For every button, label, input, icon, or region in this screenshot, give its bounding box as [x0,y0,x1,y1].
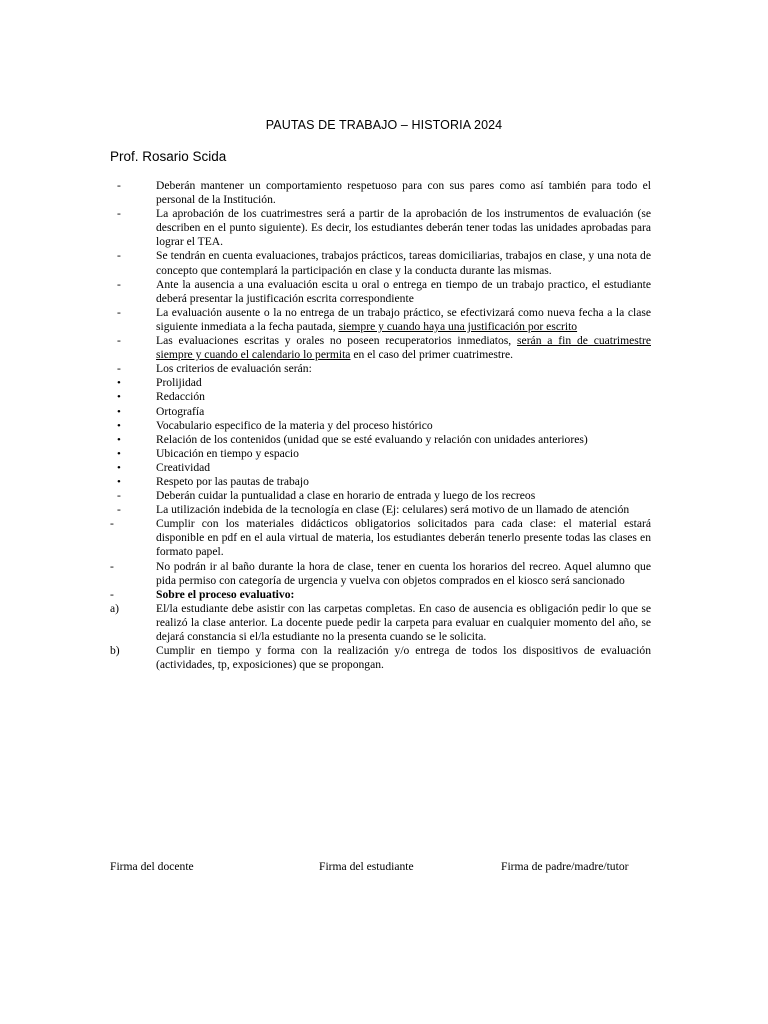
criteria-item [117,447,651,461]
bullet-icon: • [117,405,121,418]
list-item [117,249,651,277]
bullet-icon: • [117,377,121,390]
list-marker: - [117,489,121,503]
criteria-item [117,419,651,433]
list-item [117,334,651,362]
bullet-icon: • [117,447,121,460]
list-item-text: Cumplir con los materiales didácticos obligatorios solicitados para cada clase: el material estará disponible en pdf en el aula virtual de materia, los estudiantes deberán tenerlo presente todas las clases en formato papel. [156,517,651,559]
list-marker: - [117,277,121,291]
list-item-text-after: en el caso del primer cuatrimestre. [350,348,514,362]
list-item [117,179,651,207]
criteria-text: Creatividad [156,460,211,474]
bullet-icon: • [117,419,121,432]
criteria-text: Ortografía [156,404,205,418]
list-item [117,207,651,249]
bullet-icon: • [117,461,121,474]
list-marker: - [117,249,121,263]
criteria-item [117,376,651,390]
criteria-item [117,475,651,489]
list-item-text: Las evaluaciones escritas y orales no poseen recuperatorios inmediatos, [156,334,518,348]
underlined-text: siempre y cuando haya una justificación por escrito [338,319,578,333]
list-item [110,602,651,644]
list-item-text: La evaluación ausente o la no entrega de un trabajo práctico, se efectivizará como nueva fecha a la clase siguiente inmediata a la fecha pautada, [156,305,651,333]
criteria-text: Redacción [156,390,205,404]
list-item [117,489,651,503]
list-item-text: Deberán cuidar la puntualidad a clase en horario de entrada y luego de los recreos [156,489,536,503]
criteria-text: Ubicación en tiempo y espacio [156,446,299,460]
criteria-item [117,390,651,404]
guidelines-body [110,179,651,672]
bullet-icon: • [117,391,121,404]
page-title: PAUTAS DE TRABAJO – HISTORIA 2024 [265,118,503,132]
list-item-text: La aprobación de los cuatrimestres será a partir de la aprobación de los instrumentos de evaluación (se describen en el punto siguiente). Es decir, los estudiantes deberán tener todas las unidades aprobadas para lograr el TEA. [156,207,651,249]
list-item [117,503,651,517]
student-signature-label: Firma del estudiante [319,860,414,873]
teacher-signature-label: Firma del docente [110,860,194,873]
list-item [117,306,651,334]
list-item-text: No podrán ir al baño durante la hora de clase, tener en cuenta los horarios del recreo. Aquel alumno que pida permiso con categoría de urgencia y vuelva con objetos comprados en el kiosco será sancionado [156,559,651,587]
parent-signature-label: Firma de padre/madre/tutor [501,860,629,873]
underlined-text: serán a fin de cuatrimestre siempre y cuando el calendario lo permita [156,334,651,362]
list-item-text: Ante la ausencia a una evaluación escita u oral o entrega en tiempo de un trabajo practico, el estudiante deberá presentar la justificación escrita correspondiente [156,277,651,305]
list-item-text: Deberán mantener un comportamiento respetuoso para con sus pares como así también para todo el personal de la Institución. [156,179,651,207]
list-marker: - [117,503,121,517]
list-item [110,644,651,672]
list-item [110,517,651,559]
section-heading: Sobre el proceso evaluativo: [156,587,295,601]
bullet-icon: • [117,433,121,446]
criteria-item [117,405,651,419]
list-item-text: El/la estudiante debe asistir con las carpetas completas. En caso de ausencia es obligación pedir lo que se realizó la clase anterior. La docente puede pedir la carpeta para evaluar en cualquier momento del año, se dejará constancia si el/la estudiante no la presenta cuando se le solicita. [156,601,651,643]
list-item-text: Se tendrán en cuenta evaluaciones, trabajos prácticos, tareas domiciliarias, trabajos en clase, y una nota de concepto que contemplará la participación en clase y la conducta durante las mismas. [156,249,651,277]
professor-name: Prof. Rosario Scida [110,149,227,164]
list-item-text: Cumplir en tiempo y forma con la realización y/o entrega de todos los dispositivos de evaluación (actividades, tp, exposiciones) que se propongan. [156,644,651,672]
list-marker: a) [110,601,120,615]
list-marker: - [117,334,121,348]
list-marker: - [117,362,121,376]
list-marker: - [110,517,114,531]
list-marker: - [117,207,121,221]
list-item-text: Los criterios de evaluación serán: [156,362,312,376]
criteria-text: Relación de los contenidos (unidad que se esté evaluando y relación con unidades anteriores) [156,432,588,446]
list-marker: - [117,179,121,192]
list-marker: b) [110,644,120,658]
criteria-text: Respeto por las pautas de trabajo [156,474,309,488]
criteria-item [117,461,651,475]
list-item-text: La utilización indebida de la tecnología en clase (Ej: celulares) será motivo de un llamado de atención [156,503,630,517]
criteria-text: Prolijidad [156,376,202,390]
list-item [117,362,651,376]
list-marker: - [110,587,114,601]
list-item [110,588,651,602]
list-item [110,560,651,588]
bullet-icon: • [117,475,121,488]
list-marker: - [117,305,121,319]
list-marker: - [110,559,114,573]
criteria-item [117,433,651,447]
criteria-text: Vocabulario especifico de la materia y del proceso histórico [156,418,433,432]
list-item [117,278,651,306]
